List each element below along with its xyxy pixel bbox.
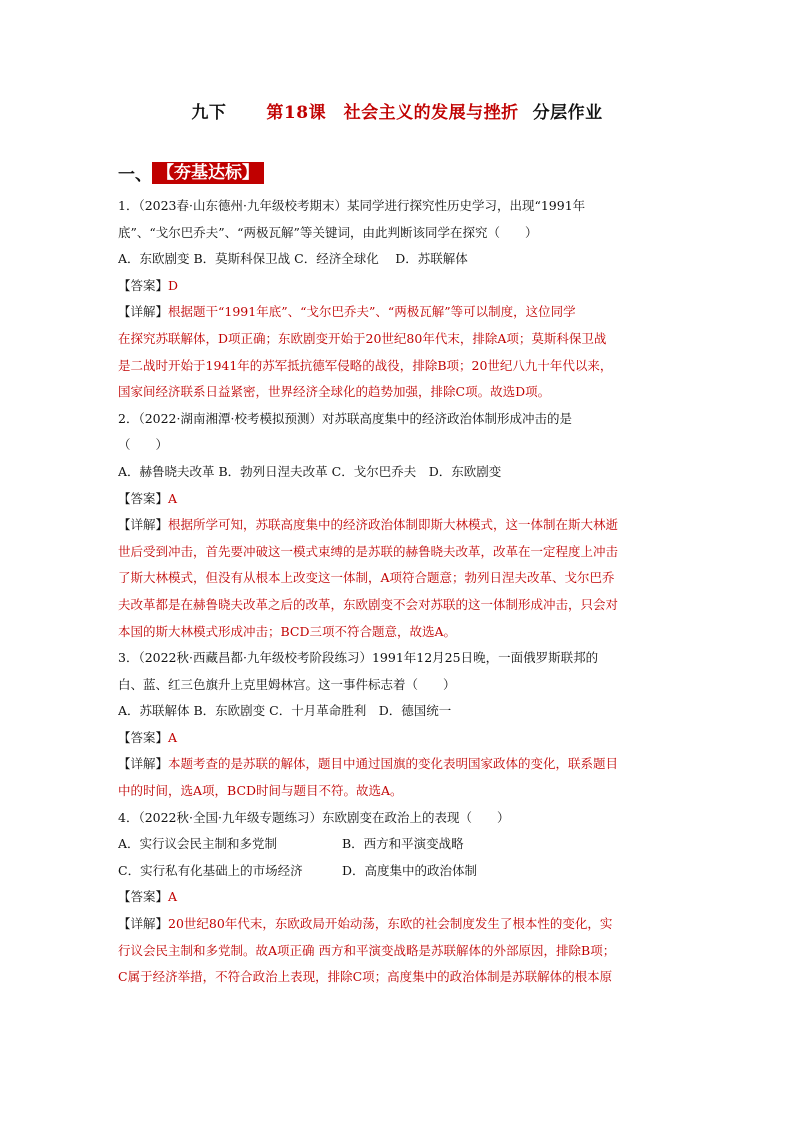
detail-line: 是二战时开始于1941年的苏军抵抗德军侵略的战役，排除B项；20世纪八九十年代以来， bbox=[118, 357, 613, 373]
page-title bbox=[0, 98, 794, 123]
detail-label: 【详解】 bbox=[118, 916, 169, 932]
detail-label: 【详解】 bbox=[118, 756, 169, 772]
detail-line bbox=[118, 911, 683, 938]
question-stem-line: 3．（2022秋·西藏昌都·九年级校考阶段练习）1991年12月25日晚，一面俄罗斯联邦的 bbox=[118, 650, 599, 666]
option-c: C．实行私有化基础上的市场经济 bbox=[118, 862, 303, 878]
question-2 bbox=[118, 406, 683, 645]
detail-text: 本题考查的是苏联的解体，题目中通过国旗的变化表明国家政体的变化，联系题目 bbox=[168, 756, 619, 772]
detail-line: 世后受到冲击，首先要冲破这一模式束缚的是苏联的赫鲁晓夫改革，改革在一定程度上冲击 bbox=[118, 543, 619, 559]
detail-text: 根据所学可知，苏联高度集中的经济政治体制即斯大林模式，这一体制在斯大林逝 bbox=[168, 517, 619, 533]
answer-line bbox=[118, 725, 683, 752]
question-options: A．赫鲁晓夫改革 B．勃列日涅夫改革 C．戈尔巴乔夫 D．东欧剧变 bbox=[118, 463, 502, 479]
answer-value: A bbox=[168, 889, 178, 905]
detail-line: 中的时间，选A项，BCD时间与题目不符。故选A。 bbox=[118, 783, 403, 799]
detail-line: 国家间经济联系日益紧密，世界经济全球化的趋势加强，排除C项。故选D项。 bbox=[118, 384, 551, 400]
answer-line bbox=[118, 884, 683, 911]
title-lesson: 第18课 社会主义的发展与挫折 bbox=[266, 103, 519, 123]
option-a: A．实行议会民主制和多党制 bbox=[118, 836, 278, 852]
detail-line bbox=[118, 299, 683, 326]
question-options: A．苏联解体 B．东欧剧变 C．十月革命胜利 D．德国统一 bbox=[118, 703, 452, 719]
answer-value: A bbox=[168, 490, 178, 506]
question-stem-line: 1．（2023春·山东德州·九年级校考期末）某同学进行探究性历史学习，出现“1991年 bbox=[118, 198, 586, 213]
detail-line: 在探究苏联解体，D项正确；东欧剧变开始于20世纪80年代末，排除A项；莫斯科保卫战 bbox=[118, 330, 607, 346]
detail-line bbox=[118, 512, 683, 539]
detail-text: 根据题干“1991年底”、“戈尔巴乔夫”、“两极瓦解”等可以制度，这位同学 bbox=[168, 304, 576, 320]
answer-label: 【答案】 bbox=[118, 490, 169, 506]
answer-line bbox=[118, 486, 683, 513]
question-1 bbox=[118, 193, 683, 406]
detail-line bbox=[118, 751, 683, 778]
title-suffix: 分层作业 bbox=[532, 103, 603, 123]
detail-line: 了斯大林模式，但没有从根本上改变这一体制，A项符合题意；勃列日涅夫改革、戈尔巴乔 bbox=[118, 570, 615, 586]
question-stem-line: （ ） bbox=[118, 437, 169, 453]
question-stem-line: 底”、“戈尔巴乔夫”、“两极瓦解”等关键词，由此判断该同学在探究（ ） bbox=[118, 224, 538, 240]
question-list bbox=[118, 193, 683, 991]
answer-value: A bbox=[168, 729, 178, 745]
answer-value: D bbox=[168, 277, 179, 293]
detail-line: C属于经济举措，不符合政治上表现，排除C项；高度集中的政治体制是苏联解体的根本原 bbox=[118, 969, 613, 985]
answer-label: 【答案】 bbox=[118, 889, 169, 905]
question-options-row bbox=[118, 858, 683, 885]
answer-label: 【答案】 bbox=[118, 729, 169, 745]
detail-label: 【详解】 bbox=[118, 304, 169, 320]
section-tag: 【夯基达标】 bbox=[152, 162, 264, 184]
detail-text: 20世纪80年代末，东欧政局开始动荡，东欧的社会制度发生了根本性的变化，实 bbox=[168, 916, 613, 932]
answer-line bbox=[118, 273, 683, 300]
question-stem-line: 4．（2022秋·全国·九年级专题练习）东欧剧变在政治上的表现（ ） bbox=[118, 809, 510, 825]
section-heading bbox=[118, 160, 264, 185]
option-b: B．西方和平演变战略 bbox=[342, 836, 464, 852]
answer-label: 【答案】 bbox=[118, 277, 169, 293]
question-stem-line: 2．（2022·湖南湘潭·校考模拟预测）对苏联高度集中的经济政治体制形成冲击的是 bbox=[118, 410, 572, 426]
question-stem-line: 白、蓝、红三色旗升上克里姆林宫。这一事件标志着（ ） bbox=[118, 676, 456, 692]
detail-line: 夫改革都是在赫鲁晓夫改革之后的改革，东欧剧变不会对苏联的这一体制形成冲击，只会对 bbox=[118, 596, 619, 612]
section-number: 一、 bbox=[118, 165, 152, 185]
question-options: A．东欧剧变 B．莫斯科保卫战 C．经济全球化 D．苏联解体 bbox=[118, 251, 468, 267]
detail-label: 【详解】 bbox=[118, 517, 169, 533]
option-d: D．高度集中的政治体制 bbox=[342, 862, 478, 878]
detail-line: 行议会民主制和多党制。故A项正确 西方和平演变战略是苏联解体的外部原因，排除B项； bbox=[118, 942, 616, 958]
detail-line: 本国的斯大林模式形成冲击；BCD三项不符合题意，故选A。 bbox=[118, 623, 457, 639]
title-grade: 九下 bbox=[191, 103, 227, 123]
question-options-row bbox=[118, 831, 683, 858]
question-4 bbox=[118, 805, 683, 991]
question-3 bbox=[118, 645, 683, 805]
